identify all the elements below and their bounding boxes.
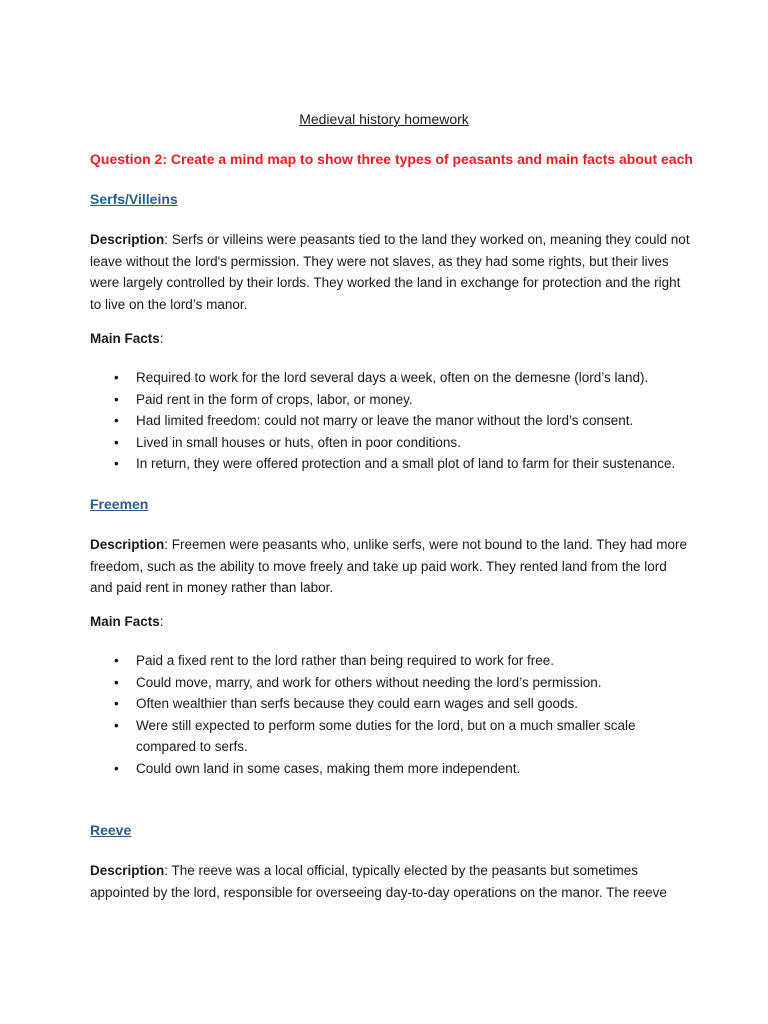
reeve-description <box>90 860 690 903</box>
list-item: • Paid rent in the form of crops, labor, or money. <box>90 389 690 411</box>
list-item: • Often wealthier than serfs because they could earn wages and sell goods. <box>90 693 690 715</box>
description-text: : Freemen were peasants who, unlike serfs, were not bound to the land. They had more freedom, such as the ability to move freely and take up paid work. They rented land from the lord and paid rent in money rather than labor. <box>90 537 688 595</box>
serfs-facts-list <box>90 367 690 475</box>
bullet-icon: • <box>114 696 119 711</box>
list-item: • Were still expected to perform some duties for the lord, but on a much smaller scale compared to serfs. <box>90 715 690 758</box>
bullet-icon: • <box>114 717 119 733</box>
bullet-icon: • <box>114 760 119 776</box>
list-item: • Required to work for the lord several days a week, often on the demesne (lord’s land). <box>90 367 690 389</box>
bullet-icon: • <box>114 370 119 385</box>
document-title: Medieval history homework <box>299 111 469 127</box>
list-item: • Lived in small houses or huts, often in poor conditions. <box>90 432 690 454</box>
description-label: Description <box>90 863 165 878</box>
freemen-main-facts-label: Main Facts: <box>90 614 164 629</box>
section-heading-reeve: Reeve <box>90 822 132 838</box>
description-label: Description <box>90 232 165 247</box>
list-item: • Paid a fixed rent to the lord rather than being required to work for free. <box>90 650 690 672</box>
question-heading: Question 2: Create a mind map to show three types of peasants and main facts about each <box>90 151 693 167</box>
description-label: Description <box>90 537 165 552</box>
serfs-main-facts-label: Main Facts: <box>90 331 164 346</box>
section-heading-freemen: Freemen <box>90 496 149 512</box>
bullet-icon: • <box>114 653 119 668</box>
section-heading-serfs: Serfs/Villeins <box>90 191 178 207</box>
serfs-description <box>90 229 690 315</box>
bullet-icon: • <box>114 674 119 690</box>
bullet-icon: • <box>114 434 119 450</box>
freemen-description <box>90 534 690 599</box>
description-text: : Serfs or villeins were peasants tied to the land they worked on, meaning they could not leave without the lord's permission. They were not slaves, as they had some rights, but their lives were largely controlled by their lords. They worked the land in exchange for protection and the right to live on the lord’s manor. <box>90 232 690 312</box>
list-item: • Could own land in some cases, making them more independent. <box>90 758 690 780</box>
bullet-icon: • <box>114 391 119 407</box>
list-item: • In return, they were offered protection and a small plot of land to farm for their sustenance. <box>90 453 690 475</box>
bullet-icon: • <box>114 456 119 471</box>
list-item: • Could move, marry, and work for others without needing the lord’s permission. <box>90 672 690 694</box>
freemen-facts-list <box>90 650 690 779</box>
list-item: • Had limited freedom: could not marry or leave the manor without the lord’s consent. <box>90 410 690 432</box>
description-text: : The reeve was a local official, typically elected by the peasants but sometimes appointed by the lord, responsible for overseeing day-to-day operations on the manor. The reeve <box>90 863 667 900</box>
bullet-icon: • <box>114 413 119 428</box>
